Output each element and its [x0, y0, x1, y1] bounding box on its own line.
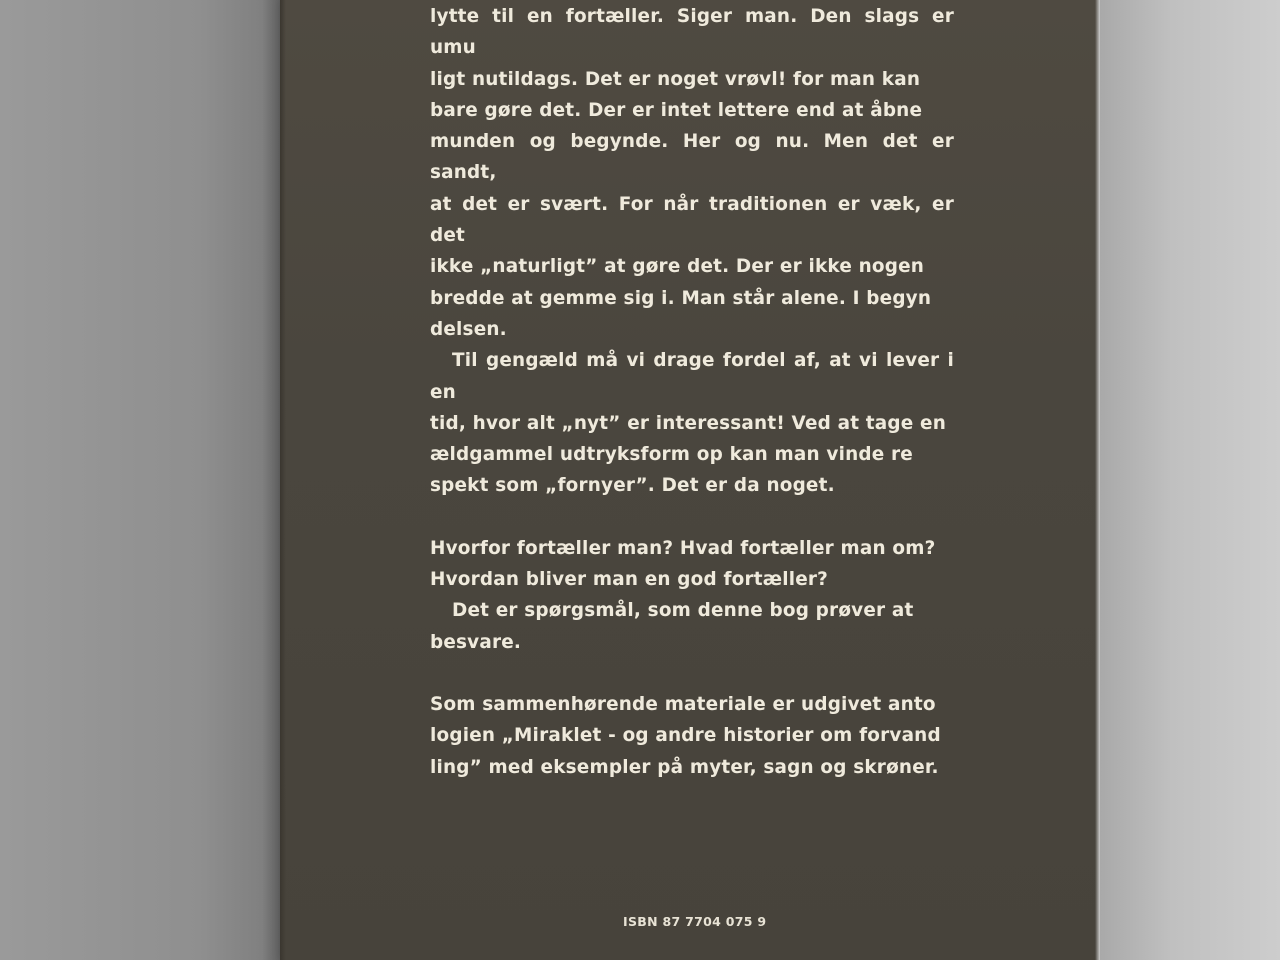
blurb-line: Det er spørgsmål, som denne bog prøver at: [452, 600, 914, 622]
blurb-line: spekt som „fornyer”. Det er da noget.: [430, 475, 835, 497]
background-surface: [1100, 0, 1280, 960]
blurb-line: besvare.: [430, 631, 522, 653]
blurb-line: bredde at gemme sig i. Man står alene. I begyn: [430, 287, 932, 309]
blurb-line: logien „Miraklet - og andre historier om forvand: [430, 725, 941, 747]
paragraph-gap: [430, 658, 954, 689]
blurb-line: bare gøre det. Der er intet lettere end at åbne: [430, 99, 923, 121]
blurb-paragraph: [430, 533, 954, 596]
blurb-line: munden og begynde. Her og nu. Men det er sandt,: [430, 131, 954, 184]
blurb-paragraph: [430, 345, 954, 501]
blurb-line: at det er svært. For når traditionen er væk, er det: [430, 193, 954, 247]
blurb-line: Hvordan bliver man en god fortæller?: [430, 569, 829, 591]
blurb-line: ikke „naturligt” at gøre det. Der er ikke nogen: [430, 256, 925, 278]
book-back-cover: [280, 0, 1100, 960]
blurb-line: Hvorfor fortæller man? Hvad fortæller man om?: [430, 537, 936, 559]
blurb-text: [430, 1, 954, 783]
paragraph-gap: [430, 502, 954, 533]
blurb-paragraph: [430, 595, 954, 658]
blurb-paragraph: [430, 1, 954, 345]
blurb-line: lytte til en fortæller. Siger man. Den slags er umu: [430, 6, 954, 59]
blurb-paragraph: [430, 689, 954, 783]
blurb-line: ling” med eksempler på myter, sagn og skrøner.: [430, 756, 939, 778]
isbn-number: ISBN 87 7704 075 9: [623, 914, 767, 929]
blurb-line: delsen.: [430, 318, 507, 340]
blurb-line: tid, hvor alt „nyt” er interessant! Ved at tage en: [430, 412, 946, 434]
blurb-line: Til gengæld må vi drage fordel af, at vi lever i en: [430, 350, 954, 403]
blurb-line: ligt nutildags. Det er noget vrøvl! for man kan: [430, 68, 921, 90]
blurb-line: Som sammenhørende materiale er udgivet anto: [430, 693, 936, 715]
book-shadow: [262, 0, 282, 960]
blurb-line: ældgammel udtryksform op kan man vinde re: [430, 444, 913, 466]
